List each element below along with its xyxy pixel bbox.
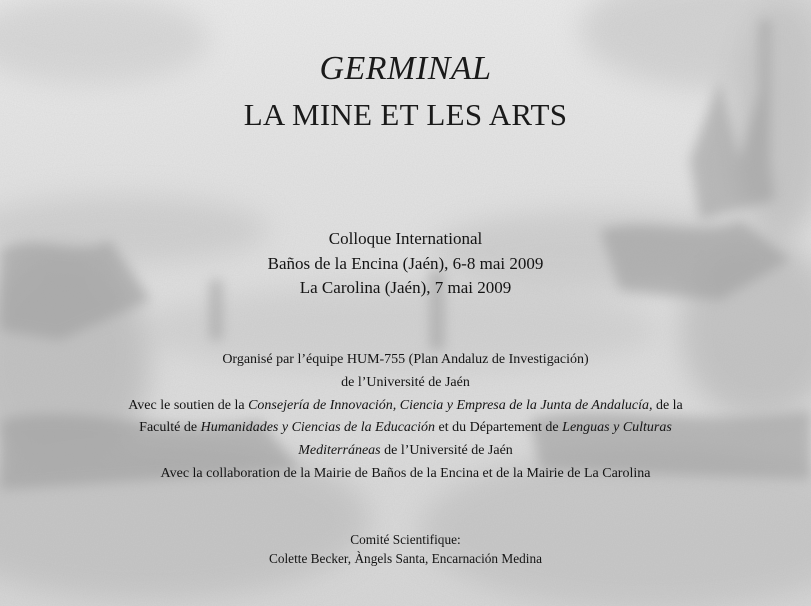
department-name-part2: Mediterráneas — [298, 443, 381, 459]
department-text: et du Département de — [435, 420, 563, 436]
department-name-part1: Lenguas y Culturas — [562, 420, 672, 436]
colloque-heading: Colloque International — [328, 229, 483, 248]
comite-members: Colette Becker, Àngels Santa, Encarnación Medina — [268, 551, 543, 566]
comite-heading: Comité Scientifique: — [350, 532, 461, 547]
page-title: GERMINAL — [319, 50, 492, 87]
colloque-location-dates-1: Baños de la Encina (Jaén), 6-8 mai 2009 — [267, 253, 544, 273]
support-text: Avec le soutien de la — [128, 397, 249, 413]
support-text-end: de la — [652, 397, 683, 413]
consejeria-name: Consejería de Innovación, Ciencia y Empresa de la Junta de Andalucía, — [248, 397, 653, 413]
faculty-text: Faculté de — [139, 420, 201, 436]
colloque-block — [0, 227, 811, 301]
faculty-name: Humanidades y Ciencias de la Educación — [200, 420, 436, 436]
page-subtitle: LA MINE ET LES ARTS — [243, 97, 568, 132]
department-line — [0, 440, 811, 463]
colloque-location-dates-2: La Carolina (Jaén), 7 mai 2009 — [299, 278, 512, 297]
comite-block — [0, 530, 811, 568]
organiser-line: Organisé par l’équipe HUM-755 (Plan Andaluz de Investigación) — [222, 352, 589, 367]
faculty-line — [0, 417, 811, 440]
department-university: de l’Université de Jaén — [380, 443, 513, 459]
support-line — [0, 395, 811, 418]
organisation-block — [0, 349, 811, 486]
university-line: de l’Université de Jaén — [341, 374, 470, 390]
collaboration-line: Avec la collaboration de la Mairie de Baños de la Encina et de la Mairie de La Carolina — [160, 465, 651, 481]
